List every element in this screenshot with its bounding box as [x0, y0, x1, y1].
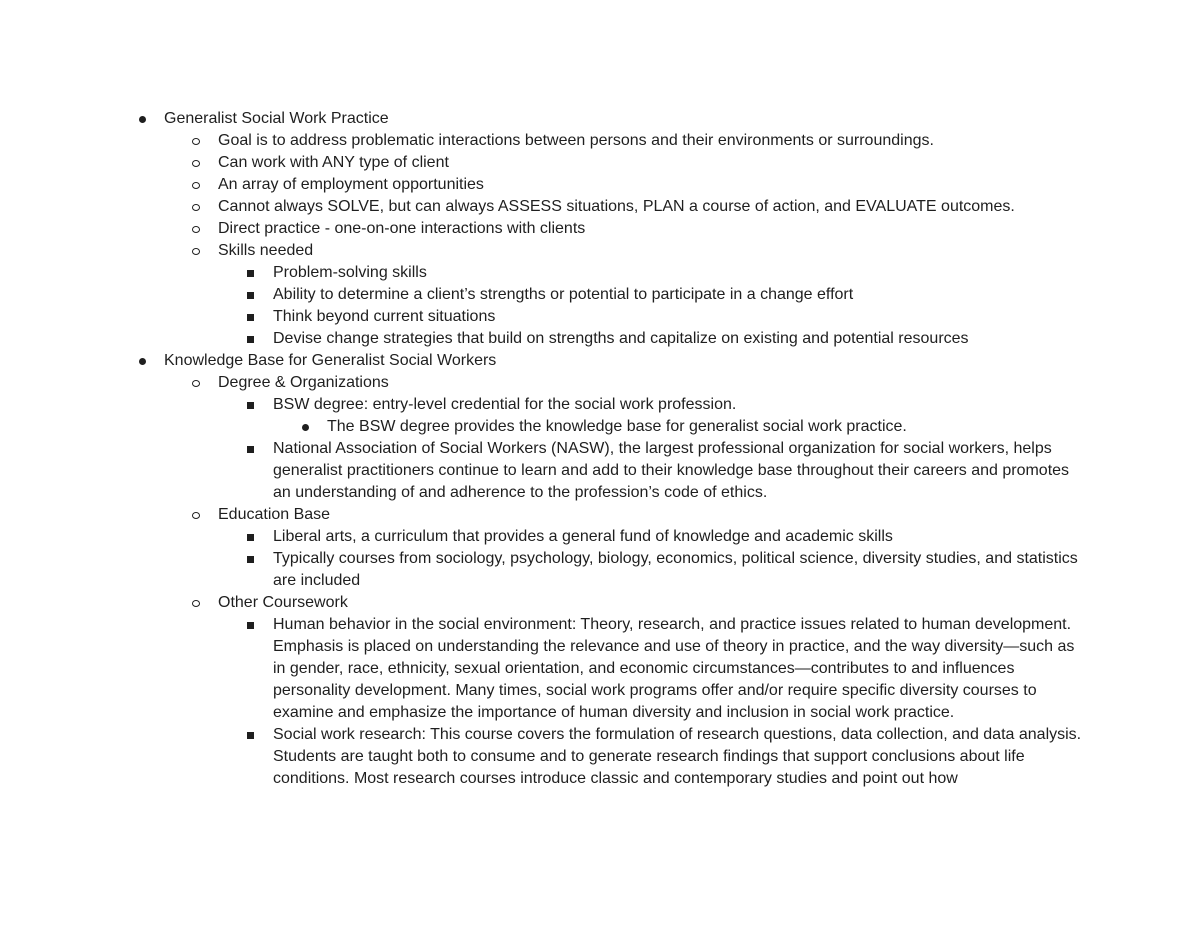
- square-bullet-icon: [244, 306, 256, 328]
- list-item-text: Knowledge Base for Generalist Social Workers: [164, 352, 497, 369]
- list-item-text: BSW degree: entry-level credential for the social work profession.: [273, 396, 737, 413]
- list-item-text: Human behavior in the social environment: Theory, research, and practice issues related to human development. Emphasis is placed on understanding the relevance and use of theory in practice, and the way diversity—such as in gender, race, ethnicity, sexual orientation, and economic circumstances—contributes to and influences personality development. Many times, social work programs offer and/or require specific diversity courses to examine and emphasize the importance of human diversity and inclusion in social work practice.: [273, 616, 1075, 721]
- square-bullet-icon: [244, 526, 256, 548]
- list-item-text: Ability to determine a client’s strengths or potential to participate in a change effort: [273, 286, 854, 303]
- list-item-text: Skills needed: [218, 242, 314, 259]
- list-item: [0, 284, 1084, 306]
- bulleted-outline: [0, 108, 1200, 790]
- list-item-text: Goal is to address problematic interactions between persons and their environments or surroundings.: [218, 132, 934, 149]
- list-item: [0, 504, 1084, 526]
- list-item-text: Education Base: [218, 506, 331, 523]
- list-item: [0, 592, 1084, 614]
- list-item-text: Generalist Social Work Practice: [164, 110, 389, 127]
- disc-bullet-icon: [136, 108, 148, 130]
- square-bullet-icon: [244, 548, 256, 570]
- list-item: [0, 306, 1084, 328]
- list-item: [0, 262, 1084, 284]
- circle-bullet-icon: [190, 196, 202, 218]
- list-item-text: Social work research: This course covers the formulation of research questions, data collection, and data analysis. Students are taught both to consume and to generate research findings that support conclusions about life conditions. Most research courses introduce classic and contemporary studies and point out how: [273, 726, 1082, 787]
- circle-bullet-icon: [190, 174, 202, 196]
- square-bullet-icon: [244, 284, 256, 306]
- list-item-text: Liberal arts, a curriculum that provides a general fund of knowledge and academic skills: [273, 528, 893, 545]
- disc-bullet-icon: [136, 350, 148, 372]
- list-item-text: Think beyond current situations: [273, 308, 496, 325]
- list-item: [0, 328, 1084, 350]
- circle-bullet-icon: [190, 130, 202, 152]
- list-item-text: Cannot always SOLVE, but can always ASSESS situations, PLAN a course of action, and EVALUATE outcomes.: [218, 198, 1015, 215]
- square-bullet-icon: [244, 262, 256, 284]
- list-item: [0, 240, 1084, 262]
- list-item: [0, 548, 1084, 592]
- circle-bullet-icon: [190, 152, 202, 174]
- circle-bullet-icon: [190, 240, 202, 262]
- list-item: [0, 724, 1084, 790]
- list-item: [0, 526, 1084, 548]
- circle-bullet-icon: [190, 504, 202, 526]
- circle-bullet-icon: [190, 218, 202, 240]
- circle-bullet-icon: [190, 592, 202, 614]
- square-bullet-icon: [244, 438, 256, 460]
- square-bullet-icon: [244, 394, 256, 416]
- square-bullet-icon: [244, 328, 256, 350]
- list-item-text: Devise change strategies that build on strengths and capitalize on existing and potential resources: [273, 330, 969, 347]
- list-item: [0, 196, 1084, 218]
- list-item-text: Degree & Organizations: [218, 374, 389, 391]
- list-item-text: Typically courses from sociology, psychology, biology, economics, political science, diversity studies, and statistics are included: [273, 550, 1078, 589]
- list-item-text: An array of employment opportunities: [218, 176, 484, 193]
- list-item: [0, 108, 1084, 130]
- square-bullet-icon: [244, 724, 256, 746]
- disc-bullet-icon: [299, 416, 311, 438]
- list-item: [0, 130, 1084, 152]
- list-item: [0, 218, 1084, 240]
- list-item: [0, 614, 1084, 724]
- list-item-text: Can work with ANY type of client: [218, 154, 449, 171]
- square-bullet-icon: [244, 614, 256, 636]
- list-item-text: Direct practice - one-on-one interactions with clients: [218, 220, 586, 237]
- list-item: [0, 394, 1084, 416]
- list-item-text: Other Coursework: [218, 594, 348, 611]
- list-item: [0, 372, 1084, 394]
- list-item-text: The BSW degree provides the knowledge base for generalist social work practice.: [327, 418, 907, 435]
- list-item: [0, 438, 1084, 504]
- list-item: [0, 152, 1084, 174]
- list-item-text: Problem-solving skills: [273, 264, 427, 281]
- list-item: [0, 416, 1084, 438]
- list-item: [0, 174, 1084, 196]
- circle-bullet-icon: [190, 372, 202, 394]
- list-item: [0, 350, 1084, 372]
- list-item-text: National Association of Social Workers (NASW), the largest professional organization for social workers, helps generalist practitioners continue to learn and add to their knowledge base throughout their careers and promotes an understanding of and adherence to the profession’s code of ethics.: [273, 440, 1070, 501]
